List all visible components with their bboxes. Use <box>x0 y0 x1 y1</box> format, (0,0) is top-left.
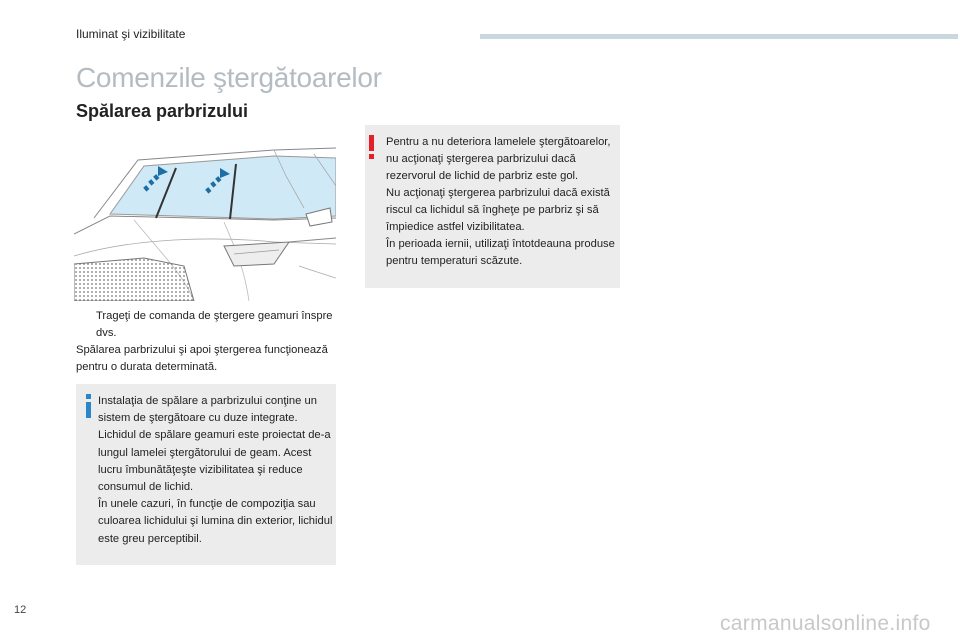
instruction-step-text: Trageţi de comanda de ştergere geamuri înspre dvs. <box>96 310 333 339</box>
section-subtitle: Spălarea parbrizului <box>76 101 249 121</box>
info-box <box>76 384 336 565</box>
watermark: carmanualsonline.info <box>720 612 931 635</box>
section-label: Iluminat şi vizibilitate <box>76 27 186 41</box>
windshield-washer-illustration <box>74 146 336 301</box>
instruction-block <box>76 308 338 376</box>
warning-box <box>365 125 620 288</box>
page-number: 12 <box>14 604 27 616</box>
info-paragraph: În unele cazuri, în funcţie de compoziţia sau culoarea lichidului şi lumina din exterior, lichidul este greu perceptibil. <box>98 498 333 545</box>
warning-paragraph: Pentru a nu deteriora lamelele ştergătoarelor, nu acţionaţi ştergerea parbrizului dacă rezervorul de lichid de parbriz este gol. <box>386 136 611 182</box>
warning-paragraph: În perioada iernii, utilizaţi întotdeauna produse pentru temperaturi scăzute. <box>386 238 615 267</box>
header-bar <box>480 34 958 39</box>
page-title: Comenzile ştergătoarelor <box>76 62 382 93</box>
instruction-step <box>76 308 338 342</box>
instruction-note: Spălarea parbrizului şi apoi ştergerea funcţionează pentru o durata determinată. <box>76 344 328 373</box>
grille <box>74 258 194 301</box>
warning-paragraph: Nu acţionaţi ştergerea parbrizului dacă există riscul ca lichidul să îngheţe pe parbriz şi să împiedice astfel vizibilitatea. <box>386 187 610 233</box>
info-icon <box>86 394 91 418</box>
warning-icon <box>369 135 374 159</box>
bullet-icon <box>76 308 96 342</box>
info-paragraph: Instalaţia de spălare a parbrizului conţine un sistem de ştergătoare cu duze integrate. Lichidul de spălare geamuri este proiectat de-a lungul lamelei ştergătorului de geam. Acest lucru îmbunătăţeşte vizibilitatea şi reduce consumul de lichid. <box>98 395 331 494</box>
